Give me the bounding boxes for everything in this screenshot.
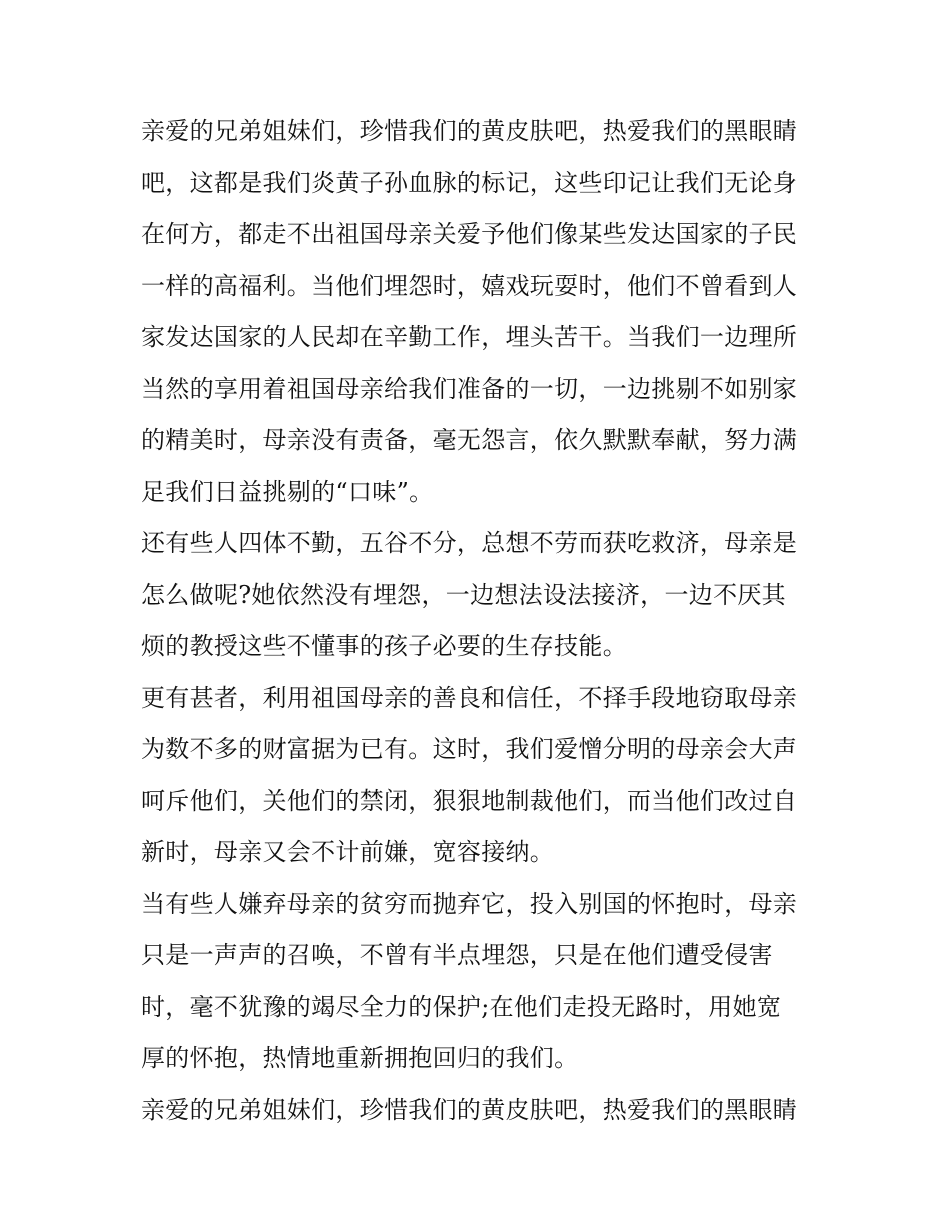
text-line: 还有些人四体不勤，五谷不分，总想不劳而获吃救济，母亲是 [141,529,798,557]
text-line: 为数不多的财富据为已有。这时，我们爱憎分明的母亲会大声 [141,735,798,763]
text-line: 只是一声声的召唤，不曾有半点埋怨，只是在他们遭受侵害 [141,941,773,969]
document-body [141,106,821,1136]
text-line: 新时，母亲又会不计前嫌，宽容接纳。 [141,838,555,866]
text-line: 亲爱的兄弟姐妹们，珍惜我们的黄皮肤吧，热爱我们的黑眼睛 [141,1095,798,1124]
text-line: 足我们日益挑剔的“口味”。 [141,477,434,506]
text-line: 在何方，都走不出祖国母亲关爱予他们像某些发达国家的子民 [141,220,798,248]
text-line: 呵斥他们，关他们的禁闭，狠狠地制裁他们，而当他们改过自 [141,786,798,815]
text-line: 的精美时，母亲没有责备，毫无怨言，依久默默奉献，努力满 [141,426,798,454]
text-line: 吧，这都是我们炎黄子孙血脉的标记，这些印记让我们无论身 [141,168,798,197]
text-line: 亲爱的兄弟姐妹们，珍惜我们的黄皮肤吧，热爱我们的黑眼睛 [141,117,798,145]
text-line: 家发达国家的人民却在辛勤工作，埋头苦干。当我们一边理所 [141,323,798,351]
text-line: 一样的高福利。当他们埋怨时，嬉戏玩耍时，他们不曾看到人 [141,271,798,300]
text-line: 当然的享用着祖国母亲给我们准备的一切，一边挑剔不如别家 [141,374,798,403]
text-line: 时，毫不犹豫的竭尽全力的保护;在他们走投无路时，用她宽 [141,992,782,1021]
text-line: 怎么做呢?她依然没有埋怨，一边想法设法接济，一边不厌其 [141,580,786,609]
text-line: 烦的教授这些不懂事的孩子必要的生存技能。 [141,632,627,660]
text-line: 更有甚者，利用祖国母亲的善良和信任，不择手段地窃取母亲 [141,683,798,712]
text-line: 当有些人嫌弃母亲的贫穷而抛弃它，投入别国的怀抱时，母亲 [141,889,798,918]
text-line: 厚的怀抱，热情地重新拥抱回归的我们。 [141,1044,579,1072]
